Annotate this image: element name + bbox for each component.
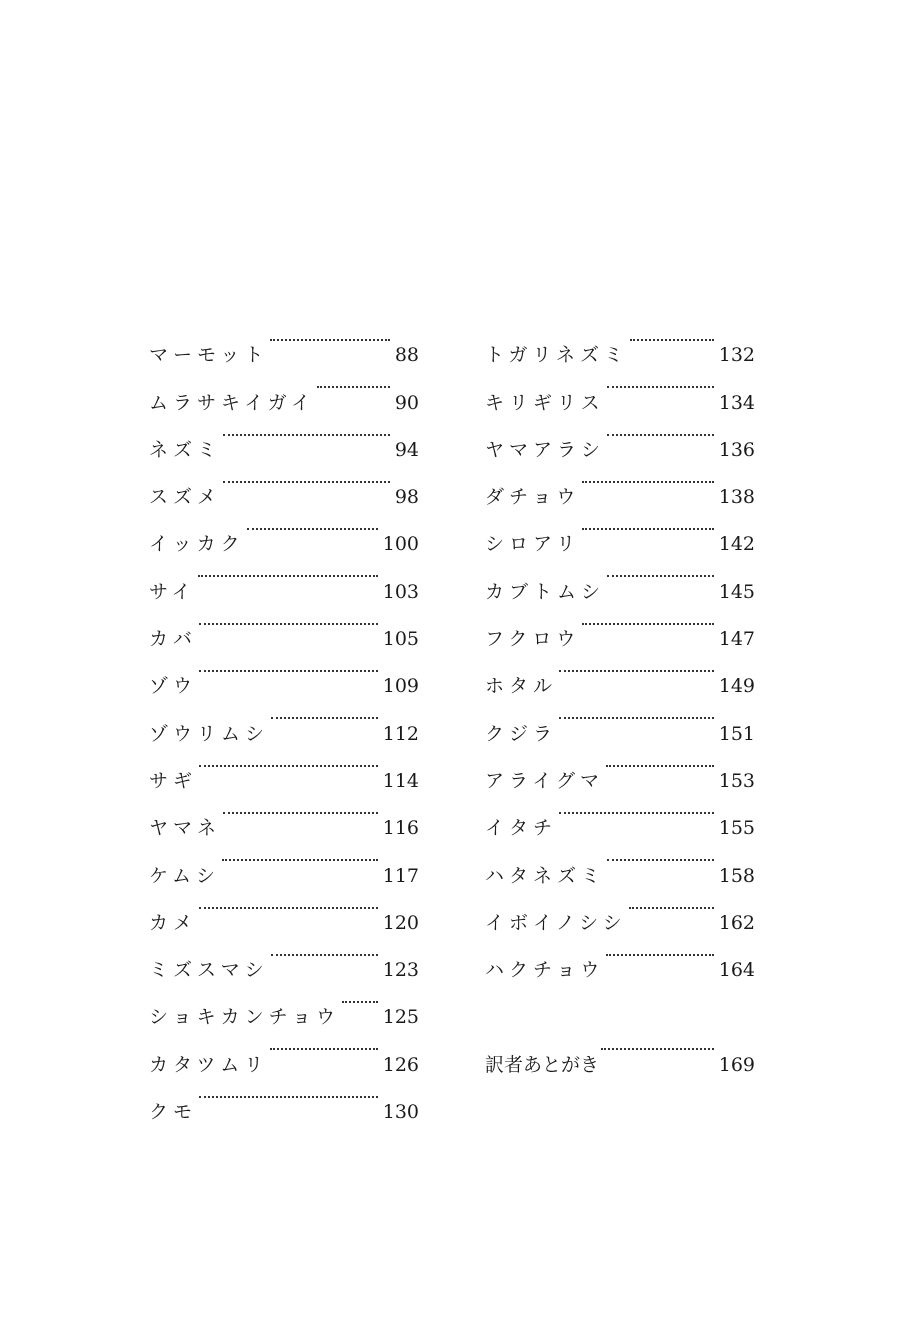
entry-page-number: 136 (718, 438, 755, 461)
dot-leader (199, 598, 378, 645)
dot-leader (582, 456, 713, 503)
entry-page-number: 145 (718, 580, 755, 603)
entry-page-number: 90 (394, 391, 419, 414)
dot-leader (342, 976, 378, 1023)
dot-leader (199, 740, 378, 787)
toc-entry-afterword[interactable] (485, 1023, 755, 1076)
dot-leader (630, 314, 714, 361)
entry-page-number: 158 (718, 864, 755, 887)
entry-title: ヤマアラシ (485, 438, 606, 461)
entry-title: シロアリ (485, 533, 581, 556)
entry-title: ハタネズミ (485, 864, 606, 887)
entry-page-number: 103 (382, 580, 419, 603)
entry-page-number: 138 (718, 486, 755, 509)
dot-leader (247, 503, 378, 550)
entry-page-number: 149 (718, 675, 755, 698)
entry-title: マーモット (149, 344, 269, 367)
dot-leader (607, 409, 714, 456)
entry-page-number: 116 (382, 817, 419, 840)
entry-title: スズメ (149, 486, 222, 509)
entry-page-number: 105 (382, 628, 419, 651)
entry-title: サイ (149, 580, 196, 603)
entry-title: 訳者あとがき (485, 1053, 600, 1076)
dot-leader (270, 314, 389, 361)
entry-title: ダチョウ (485, 486, 581, 509)
entry-page-number: 109 (382, 675, 419, 698)
dot-leader (223, 409, 390, 456)
entry-page-number: 164 (718, 959, 755, 982)
dot-leader (607, 834, 714, 881)
dot-leader (559, 787, 714, 834)
toc-entry[interactable] (485, 314, 755, 367)
entry-page-number: 132 (718, 344, 755, 367)
dot-leader (223, 787, 378, 834)
dot-leader (582, 598, 713, 645)
entry-page-number: 151 (718, 722, 755, 745)
entry-page-number: 130 (382, 1101, 419, 1124)
entry-page-number: 98 (394, 486, 419, 509)
dot-leader (223, 456, 390, 503)
entry-title: ヤマネ (149, 817, 222, 840)
entry-title: ホタル (485, 675, 558, 698)
entry-page-number: 100 (382, 533, 419, 556)
entry-title: ミズスマシ (149, 959, 269, 982)
entry-title: ケムシ (149, 864, 221, 887)
entry-page-number: 169 (718, 1053, 755, 1076)
dot-leader (606, 929, 713, 976)
entry-title: カタツムリ (149, 1053, 269, 1076)
dot-leader (199, 882, 378, 929)
dot-leader (222, 834, 378, 881)
entry-title: ムラサキイガイ (149, 391, 316, 414)
dot-leader (607, 550, 714, 597)
entry-page-number: 94 (394, 438, 419, 461)
entry-page-number: 88 (394, 344, 419, 367)
dot-leader (629, 882, 714, 929)
dot-leader (199, 645, 378, 692)
dot-leader (199, 1071, 378, 1118)
entry-title: イッカク (149, 533, 245, 556)
entry-title: ショキカンチョウ (149, 1006, 341, 1029)
entry-page-number: 147 (718, 628, 755, 651)
entry-title: アライグマ (485, 769, 605, 792)
entry-page-number: 112 (382, 722, 419, 745)
entry-page-number: 120 (382, 911, 419, 934)
entry-title: イタチ (485, 817, 558, 840)
dot-leader (607, 361, 714, 408)
entry-title: ゾウ (149, 675, 198, 698)
entry-title: クジラ (485, 722, 558, 745)
entry-title: トガリネズミ (485, 344, 629, 367)
toc-left-column (149, 314, 419, 1124)
entry-title: イボイノシシ (485, 911, 627, 934)
entry-page-number: 155 (718, 817, 755, 840)
entry-page-number: 123 (382, 959, 419, 982)
dot-leader (271, 692, 378, 739)
entry-page-number: 134 (718, 391, 755, 414)
entry-title: カバ (149, 628, 198, 651)
entry-page-number: 162 (718, 911, 755, 934)
dot-leader (198, 550, 378, 597)
entry-page-number: 117 (382, 864, 419, 887)
entry-title: ネズミ (149, 438, 222, 461)
dot-leader (559, 692, 714, 739)
entry-title: フクロウ (485, 628, 581, 651)
dot-leader (582, 503, 713, 550)
entry-title: ハクチョウ (485, 959, 605, 982)
entry-page-number: 126 (382, 1053, 419, 1076)
entry-title: サギ (149, 769, 198, 792)
entry-title: カブトムシ (485, 580, 606, 603)
entry-title: カメ (149, 911, 198, 934)
toc-entry[interactable] (149, 314, 419, 367)
dot-leader (271, 929, 378, 976)
entry-page-number: 114 (382, 769, 419, 792)
entry-page-number: 142 (718, 533, 755, 556)
dot-leader (606, 740, 714, 787)
entry-title: ゾウリムシ (149, 722, 270, 745)
entry-page-number: 153 (718, 769, 755, 792)
dot-leader (270, 1023, 377, 1070)
entry-page-number: 125 (382, 1006, 419, 1029)
entry-title: キリギリス (485, 391, 605, 414)
toc-right-column (485, 314, 755, 1076)
entry-title: クモ (149, 1101, 198, 1124)
dot-leader (601, 1023, 714, 1070)
dot-leader (317, 361, 390, 408)
dot-leader (559, 645, 714, 692)
